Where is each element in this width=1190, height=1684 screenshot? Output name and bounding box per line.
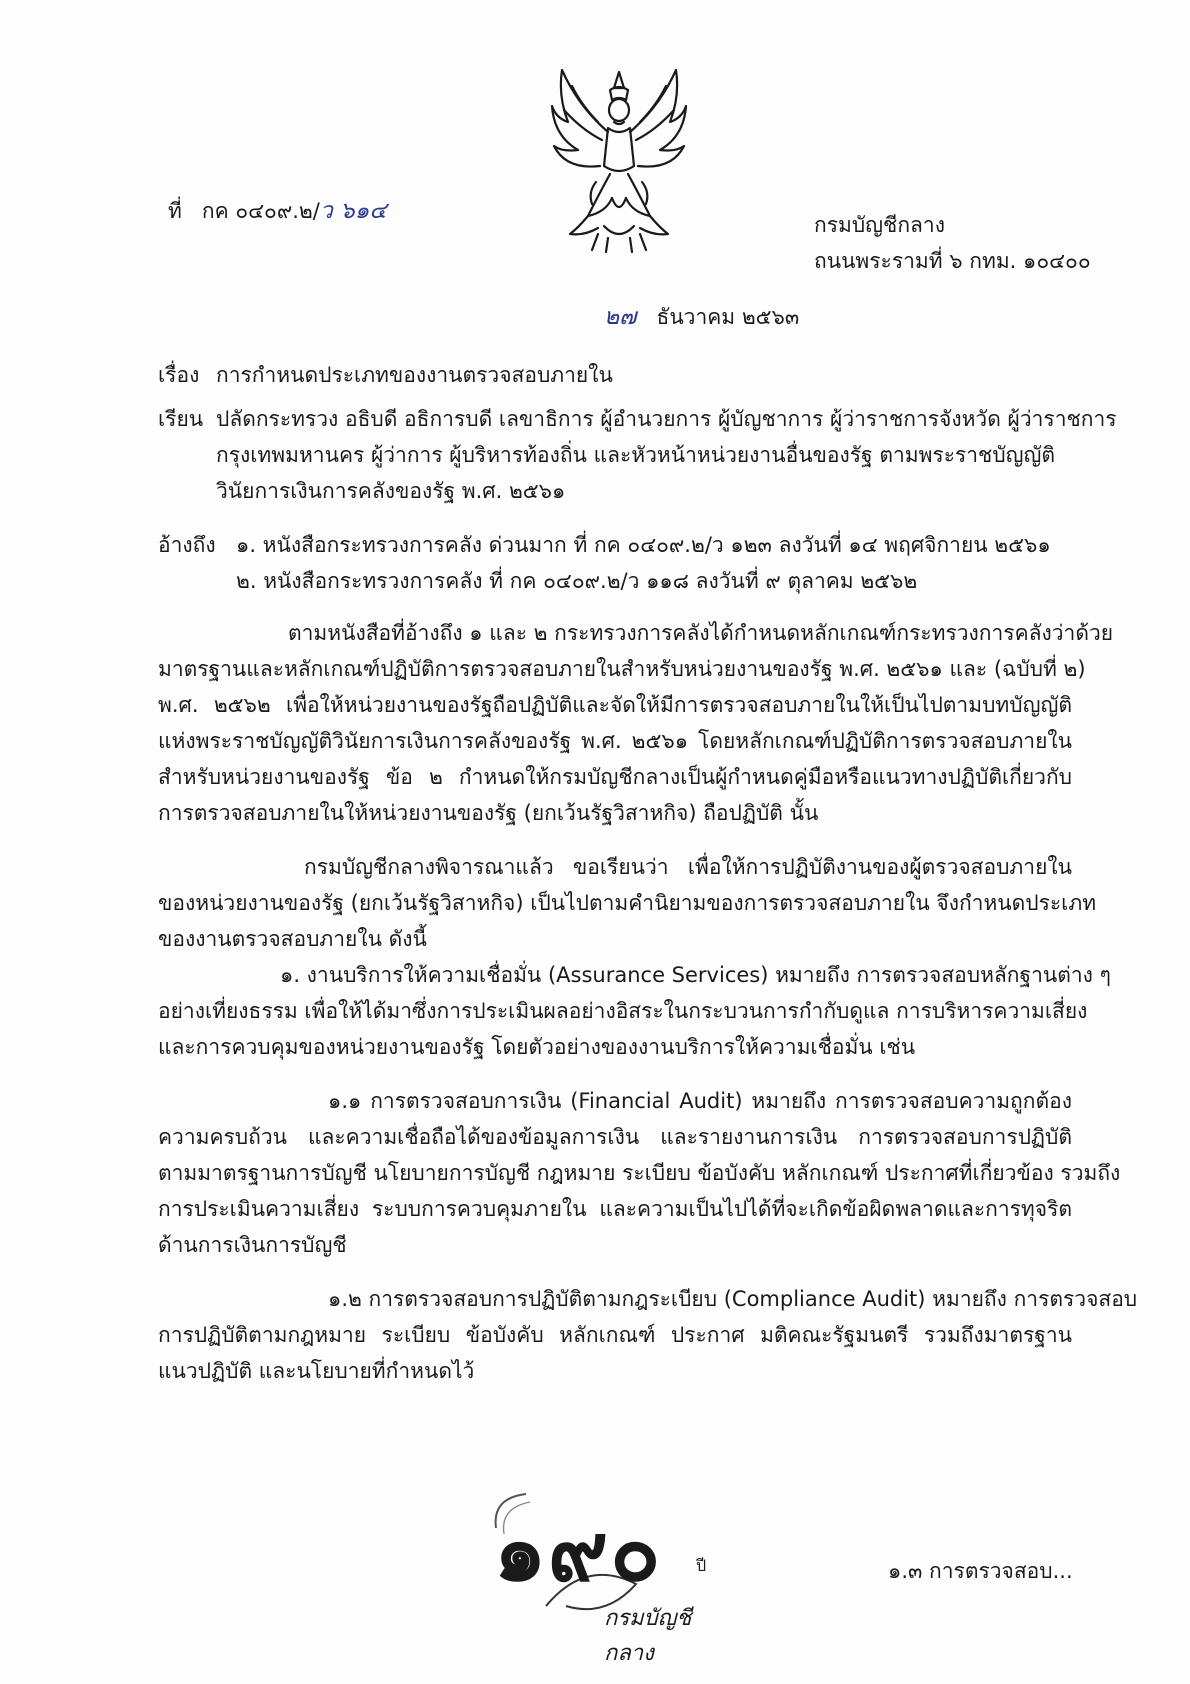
- item-1-2-line: การปฏิบัติตามกฎหมาย ระเบียบ ข้อบังคับ หลักเกณฑ์ ประกาศ มติคณะรัฐมนตรี รวมถึงมาตรฐาน: [158, 1323, 1072, 1347]
- logo-number: ๑๙๐: [494, 1505, 663, 1600]
- continuation-text: ๑.๓ การตรวจสอบ...: [888, 1559, 1073, 1583]
- document-number: [168, 196, 387, 226]
- body-paragraph-1-line: พ.ศ. ๒๕๖๒ เพื่อให้หน่วยงานของรัฐถือปฏิบัติและจัดให้มีการตรวจสอบภายในให้เป็นไปตามบทบัญญัติ: [158, 693, 1072, 717]
- item-1-line: และการควบคุมของหน่วยงานของรัฐ โดยตัวอย่างของงานบริการให้ความเชื่อมั่น เช่น: [158, 1035, 916, 1059]
- reference-number: กค ๐๔๐๙.๒/: [201, 199, 320, 223]
- reference-handwritten: ว ๖๑๔: [319, 198, 387, 224]
- reference-item: ๑. หนังสือกระทรวงการคลัง ด่วนมาก ที่ กค ๐๔๐๙.๒/ว ๑๒๓ ลงวันที่ ๑๔ พฤศจิกายน ๒๕๖๑: [236, 533, 1051, 557]
- body-paragraph-1-line: การตรวจสอบภายในให้หน่วยงานของรัฐ (ยกเว้นรัฐวิสาหกิจ) ถือปฏิบัติ นั้น: [158, 801, 819, 825]
- body-paragraph-1-line: สำหรับหน่วยงานของรัฐ ข้อ ๒ กำหนดให้กรมบัญชีกลางเป็นผู้กำหนดคู่มือหรือแนวทางปฏิบัติเกี่ยวกับ: [158, 765, 1072, 789]
- body-paragraph-1-line: ตามหนังสือที่อ้างถึง ๑ และ ๒ กระทรวงการคลังได้กำหนดหลักเกณฑ์กระทรวงการคลังว่าด้วย: [288, 621, 1114, 645]
- reference-item: ๒. หนังสือกระทรวงการคลัง ที่ กค ๐๔๐๙.๒/ว ๑๑๘ ลงวันที่ ๙ ตุลาคม ๒๕๖๒: [236, 569, 918, 593]
- body-paragraph-1-line: แห่งพระราชบัญญัติวินัยการเงินการคลังของรัฐ พ.ศ. ๒๕๖๑ โดยหลักเกณฑ์ปฏิบัติการตรวจสอบภายใน: [158, 729, 1072, 753]
- subject-text: การกำหนดประเภทของงานตรวจสอบภายใน: [216, 363, 613, 387]
- body-paragraph-2-line: กรมบัญชีกลางพิจารณาแล้ว ขอเรียนว่า เพื่อให้การปฏิบัติงานของผู้ตรวจสอบภายใน: [304, 855, 1072, 879]
- body-paragraph-2-line: ของหน่วยงานของรัฐ (ยกเว้นรัฐวิสาหกิจ) เป็นไปตามคำนิยามของการตรวจสอบภายใน จึงกำหนดประเภท: [158, 891, 1097, 915]
- sender-org: กรมบัญชีกลาง: [814, 213, 945, 237]
- body-paragraph-2-line: ของงานตรวจสอบภายใน ดังนี้: [158, 927, 427, 951]
- date-day-handwritten: ๒๗: [604, 304, 637, 330]
- logo-signature: กรมบัญชีกลาง: [604, 1606, 692, 1666]
- anniversary-logo: [486, 1488, 722, 1666]
- item-1-2-line: แนวปฏิบัติ และนโยบายที่กำหนดไว้: [158, 1359, 475, 1383]
- recipient-line: ปลัดกระทรวง อธิบดี อธิการบดี เลขาธิการ ผู้อำนวยการ ผู้บัญชาการ ผู้ว่าราชการจังหวัด ผู้ว่าราชการ: [216, 407, 1117, 431]
- reference-label: ที่: [168, 199, 182, 223]
- recipient-label: เรียน: [158, 407, 204, 431]
- item-1-1-line: การประเมินความเสี่ยง ระบบการควบคุมภายใน และความเป็นไปได้ที่จะเกิดข้อผิดพลาดและการทุจริต: [158, 1197, 1072, 1221]
- recipient-line: วินัยการเงินการคลังของรัฐ พ.ศ. ๒๕๖๑: [216, 479, 566, 503]
- item-1-2-line: ๑.๒ การตรวจสอบการปฏิบัติตามกฎระเบียบ (Compliance Audit) หมายถึง การตรวจสอบ: [328, 1287, 1138, 1311]
- recipient-line: กรุงเทพมหานคร ผู้ว่าการ ผู้บริหารท้องถิ่น และหัวหน้าหน่วยงานอื่นของรัฐ ตามพระราชบัญญัติ: [216, 443, 1056, 467]
- item-1-1-line: ตามมาตรฐานการบัญชี นโยบายการบัญชี กฎหมาย ระเบียบ ข้อบังคับ หลักเกณฑ์ ประกาศที่เกี่ยวข้อง รวมถึง: [158, 1161, 1121, 1185]
- subject-label: เรื่อง: [158, 363, 200, 387]
- garuda-emblem-icon: [548, 66, 690, 256]
- letter-date: [604, 302, 799, 332]
- date-month-year: ธันวาคม ๒๕๖๓: [656, 305, 800, 329]
- body-paragraph-1-line: มาตรฐานและหลักเกณฑ์ปฏิบัติการตรวจสอบภายในสำหรับหน่วยงานของรัฐ พ.ศ. ๒๕๖๑ และ (ฉบับที่ ๒): [158, 657, 1086, 681]
- item-1-line: ๑. งานบริการให้ความเชื่อมั่น (Assurance Services) หมายถึง การตรวจสอบหลักฐานต่าง ๆ: [280, 963, 1111, 987]
- item-1-1-line: ความครบถ้วน และความเชื่อถือได้ของข้อมูลการเงิน และรายงานการเงิน การตรวจสอบการปฏิบัติ: [158, 1125, 1072, 1149]
- item-1-1-line: ด้านการเงินการบัญชี: [158, 1233, 347, 1257]
- item-1-1-line: ๑.๑ การตรวจสอบการเงิน (Financial Audit) หมายถึง การตรวจสอบความถูกต้อง: [328, 1089, 1072, 1113]
- item-1-line: อย่างเที่ยงธรรม เพื่อให้ได้มาซึ่งการประเมินผลอย่างอิสระในกระบวนการกำกับดูแล การบริหารความเสี่ยง: [158, 999, 1088, 1023]
- logo-suffix: ปี: [696, 1556, 707, 1575]
- reference-to-label: อ้างถึง: [158, 533, 216, 557]
- sender-address: ถนนพระรามที่ ๖ กทม. ๑๐๔๐๐: [814, 249, 1091, 273]
